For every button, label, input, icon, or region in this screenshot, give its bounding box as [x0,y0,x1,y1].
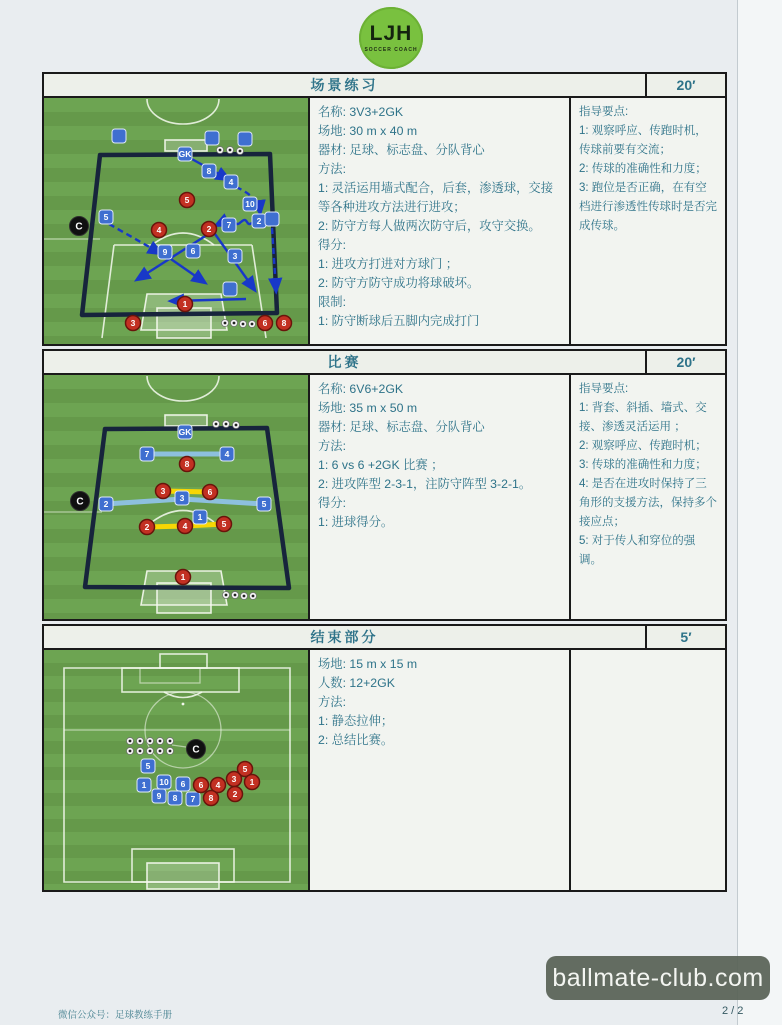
coaching-points [571,650,725,890]
player-number: 9 [162,247,168,257]
ball-icon-detail [234,594,237,597]
player-number: 5 [103,212,109,222]
brand-logo [359,7,423,69]
player-number: 7 [226,220,232,230]
coaching-point-line: 3: 跑位是否正确，在有空档进行渗透性传球时是否完成传球。 [579,182,717,232]
section-header [44,351,725,375]
section-duration: 5′ [645,626,725,648]
training-plan-table [42,72,727,895]
ball-icon-detail [129,740,132,743]
player-number: 8 [184,459,190,469]
detail-line: 2: 进攻阵型 2-3-1，注防守阵型 3-2-1。 [318,477,532,491]
player-number: 4 [215,780,221,790]
player-number: 6 [207,487,213,497]
player-number: 3 [231,774,237,784]
player-number: 1 [141,780,147,790]
coaching-points [571,375,725,619]
detail-line: 1: 防守断球后五脚内完成打门 [318,314,480,328]
coaching-point-line: 4: 是否在进攻时保持了三角形的支援方法，保持多个接应点； [579,478,717,528]
section-title: 结束部分 [310,629,379,645]
ball-icon-detail [139,740,142,743]
section-details [308,650,571,890]
coaching-point-line: 3: 传球的准确性和力度； [579,459,707,471]
ball-icon-detail [233,322,236,325]
detail-line: 器材: 足球、标志盘、分队背心 [318,420,485,434]
detail-line: 场地: 30 m x 40 m [318,124,418,138]
detail-line: 得分: [318,238,347,252]
section-title: 比赛 [327,354,362,370]
ball-icon-detail [129,750,132,753]
player-number: 3 [130,318,136,328]
blue-player-marker [223,282,237,296]
coach-label: C [75,221,83,233]
coach-label: C [192,744,200,756]
player-number: 5 [145,761,151,771]
player-number: 4 [224,449,230,459]
player-number: 1 [182,299,188,309]
player-number: 10 [245,199,255,209]
ball-icon-detail [251,323,254,326]
player-number: 2 [256,216,262,226]
detail-line: 器材: 足球、标志盘、分队背心 [318,143,485,157]
footer-page-number: 2 / 2 [722,1005,744,1017]
detail-line: 方法: [318,695,347,709]
ball-icon-detail [219,149,222,152]
ball-icon-detail [139,750,142,753]
player-number: GK [178,149,192,159]
watermark-text: ballmate-club.com [552,963,764,992]
player-number: 4 [182,521,188,531]
ball-icon-detail [159,740,162,743]
player-number: 1 [180,572,186,582]
player-number: 2 [103,499,109,509]
player-number: 6 [198,780,204,790]
coaching-point-line: 5: 对于传人和穿位的强调。 [579,535,696,566]
watermark-badge [546,956,770,1000]
footer-wechat: 微信公众号：足球教练手册 [58,1010,173,1021]
detail-line: 名称: 6V6+2GK [318,382,404,396]
player-number: 1 [249,777,255,787]
ball-icon-detail [225,423,228,426]
player-number: 6 [180,779,186,789]
coaching-point-line: 1: 背套、斜插、墙式、交接、渗透灵活运用 ； [579,402,707,433]
ball-icon-detail [159,750,162,753]
player-number: 9 [156,791,162,801]
player-number: 8 [208,793,214,803]
coaching-point-line: 指导要点: [579,383,629,395]
player-number: 3 [160,486,166,496]
detail-line: 限制: [318,295,347,309]
player-number: 5 [261,499,267,509]
blue-player-marker [205,131,219,145]
player-number: GK [178,427,192,437]
detail-line: 1: 6 vs 6 +2GK 比赛 ； [318,458,444,472]
blue-player-marker [265,212,279,226]
logo-subtext: SOCCER COACH [364,47,418,53]
coaching-point-line: 指导要点: [579,106,629,118]
ball-icon-detail [169,750,172,753]
player-number: 7 [190,794,196,804]
section-title: 场景练习 [310,77,379,93]
section-duration: 20′ [645,74,725,96]
ball-icon-detail [242,323,245,326]
section-match [42,349,727,621]
detail-line: 2: 防守方每人做两次防守后，攻守交换。 [318,219,541,233]
field-svg-3 [44,650,308,890]
ball-icon-detail [235,424,238,427]
pitch-turf [44,650,308,890]
detail-line: 2: 总结比赛。 [318,733,394,747]
coaching-points [571,98,725,344]
detail-line: 方法: [318,439,347,453]
diagram-match [44,375,308,619]
player-number: 10 [159,777,169,787]
diagram-scenario-drill [44,98,308,344]
player-number: 8 [281,318,287,328]
player-number: 4 [228,177,234,187]
blue-player-marker [238,132,252,146]
player-number: 4 [156,225,162,235]
detail-line: 1: 灵活运用墙式配合，后套，渗透球，交接等各种进攻方法进行进攻； [318,181,554,214]
player-number: 5 [184,195,190,205]
player-number: 8 [206,166,212,176]
coaching-point-line: 2: 观察呼应、传跑时机； [579,440,707,452]
coaching-point-line: 2: 传球的准确性和力度； [579,163,707,175]
bottom-goal [147,863,219,889]
page-edge [737,0,782,1025]
detail-line: 1: 进球得分。 [318,515,394,529]
player-number: 5 [221,519,227,529]
ball-icon-detail [149,740,152,743]
ball-icon-detail [169,740,172,743]
detail-line: 1: 进攻方打进对方球门 ； [318,257,459,271]
detail-line: 名称: 3V3+2GK [318,105,404,119]
player-number: 2 [144,522,150,532]
section-cool-down [42,624,727,892]
field-svg-2 [44,375,308,619]
detail-line: 场地: 15 m x 15 m [318,657,418,671]
ball-icon-detail [149,750,152,753]
player-number: 5 [242,764,248,774]
detail-line: 场地: 35 m x 50 m [318,401,418,415]
section-header [44,626,725,650]
section-header [44,74,725,98]
player-number: 8 [172,793,178,803]
detail-line: 方法: [318,162,347,176]
player-number: 6 [190,246,196,256]
player-number: 6 [262,318,268,328]
player-number: 2 [206,224,212,234]
ball-icon-detail [225,594,228,597]
section-details [308,98,571,344]
ball-icon-detail [229,149,232,152]
player-number: 3 [179,493,185,503]
section-scenario-drill [42,72,727,346]
ball-icon-detail [243,595,246,598]
player-number: 7 [144,449,150,459]
ball-icon-detail [239,150,242,153]
coaching-point-line: 1: 观察呼应、传跑时机，传球前要有交流； [579,125,707,156]
top-goal [165,415,207,426]
section-details [308,375,571,619]
player-number: 1 [197,512,203,522]
player-number: 3 [232,251,238,261]
diagram-cool-down [44,650,308,890]
blue-player-marker [112,129,126,143]
ball-icon-detail [224,322,227,325]
player-number: 2 [232,789,238,799]
detail-line: 1: 静态拉伸； [318,714,394,728]
section-duration: 20′ [645,351,725,373]
ball-icon-detail [215,423,218,426]
detail-line: 2: 防守方防守成功将球破坏。 [318,276,480,290]
logo-text: LJH [369,22,413,45]
detail-line: 人数: 12+2GK [318,676,395,690]
field-svg-1 [44,98,308,344]
detail-line: 得分: [318,496,347,510]
coach-label: C [76,496,84,508]
ball-icon-detail [252,595,255,598]
